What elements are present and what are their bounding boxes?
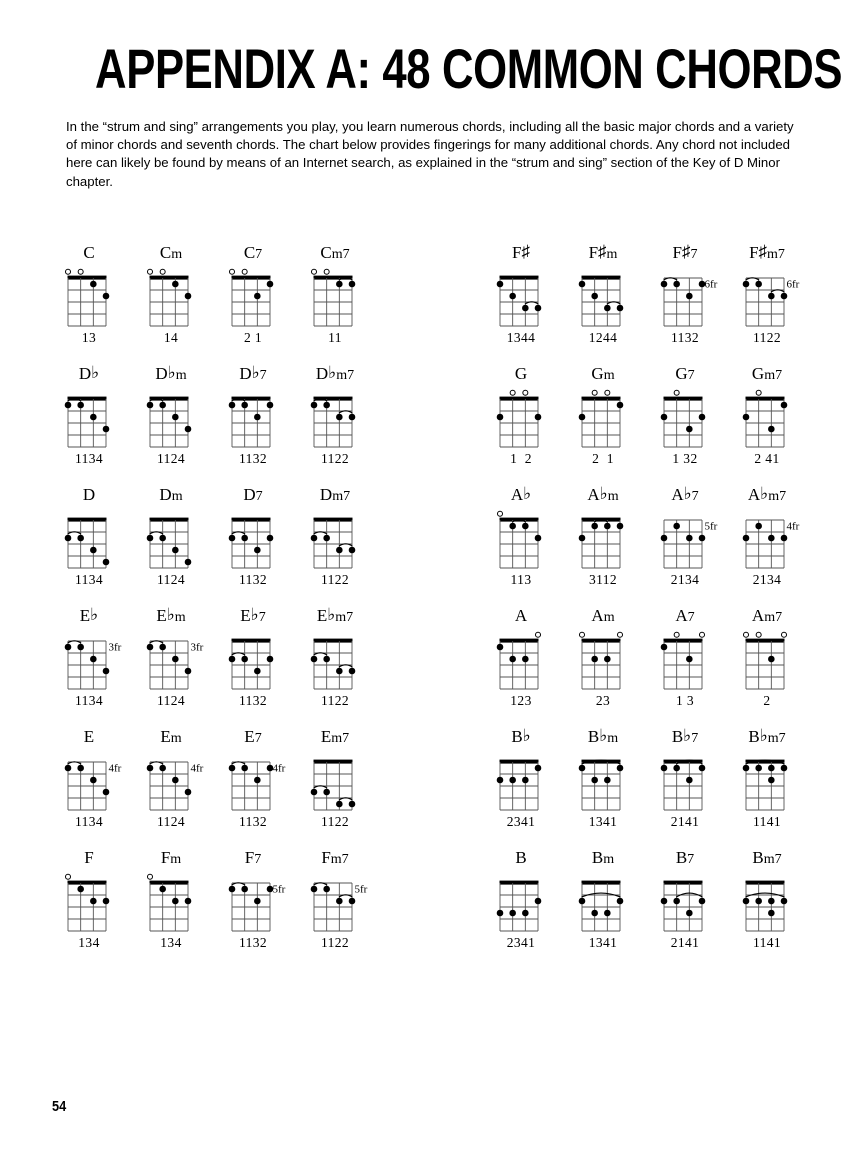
fingering-numbers: 1344 [506,330,536,345]
chord-suffix: m [174,610,186,625]
chord-suffix: m7 [763,852,782,867]
accidental-symbol: ♭ [328,363,337,382]
chord-diagram-wrap [642,748,728,814]
fingering-numbers: 2141 [670,935,700,950]
chord-diagram [560,869,646,935]
chord-name: F♯m7 [749,242,785,262]
chord-suffix: 7 [691,731,699,746]
chord-name: Cm7 [320,243,350,262]
chord-name: C [83,243,95,262]
chord-name: A♭ [510,484,532,504]
fingering-numbers: 14 [163,330,179,345]
chord-diagram [724,748,810,814]
chord-suffix: 7 [259,368,267,383]
chord-diagram [724,385,810,451]
accidental-symbol: ♭ [167,363,176,382]
chord-name: A♭7 [671,484,699,504]
chord-cell [642,727,728,830]
chord-suffix: 7 [687,610,695,625]
fret-position-label: 6fr [704,278,718,291]
fingering-numbers: 1132 [670,330,700,345]
chord-cell [642,606,728,709]
fingering-numbers: 2141 [670,814,700,829]
chord-diagram [642,385,728,451]
chord-cell [478,364,564,467]
chord-cell [724,485,810,588]
chord-name: F♯ [512,242,530,262]
chord-suffix: m7 [330,852,349,867]
chord-cell [642,848,728,951]
chord-diagram [560,385,646,451]
chord-diagram [560,264,646,330]
fret-position-label: 5fr [354,883,368,896]
chord-diagram-wrap [724,627,810,693]
fret-position-label: 4fr [786,520,800,533]
fret-position-label: 3fr [108,641,122,654]
chord-diagram [642,869,728,935]
chord-cell [560,243,646,346]
chord-name: E♭7 [240,605,266,625]
chord-diagram-wrap [478,264,564,330]
chord-suffix: 7 [687,368,695,383]
chord-name: Bm7 [752,848,782,867]
chord-name: Em [160,727,182,746]
chord-diagram [560,506,646,572]
fingering-numbers: 1122 [320,451,350,466]
fingering-numbers: 1122 [320,935,350,950]
chord-diagram-wrap [724,748,810,814]
accidental-symbol: ♭ [90,605,99,624]
chord-suffix: 7 [255,247,263,262]
chord-name: D7 [243,485,263,504]
chord-suffix: m7 [767,247,785,262]
chord-diagram-wrap [560,869,646,935]
fingering-numbers: 2134 [752,572,782,587]
chord-name: Em7 [320,727,350,746]
chord-name: Fm7 [321,848,349,867]
accidental-symbol: ♯ [521,242,530,261]
chord-diagram-wrap [642,627,728,693]
fingering-numbers: 1341 [588,935,618,950]
chord-name: F [84,848,94,867]
fret-position-label: 5fr [272,883,286,896]
page-title: APPENDIX A: 48 COMMON CHORDS [95,37,843,100]
chord-suffix: m [170,731,182,746]
chord-name: E♭m7 [316,605,354,625]
accidental-symbol: ♯ [758,242,768,261]
fingering-numbers: 3112 [588,572,618,587]
page-number: 54 [52,1098,67,1115]
chord-diagram-wrap [642,506,728,572]
accidental-symbol: ♭ [683,726,692,745]
chord-diagram [560,627,646,693]
chord-chart-right-column [0,243,864,969]
accidental-symbol: ♭ [327,605,336,624]
fingering-numbers: 1132 [238,451,268,466]
fingering-numbers: 2341 [506,814,536,829]
fingering-numbers: 1132 [238,814,268,829]
chord-cell [560,364,646,467]
chord-suffix: 7 [691,489,699,504]
fingering-numbers: 2 1 [243,330,263,345]
chord-diagram-wrap [560,385,646,451]
chord-diagram-wrap [478,748,564,814]
fingering-numbers: 1122 [320,693,350,708]
fingering-numbers: 23 [595,693,611,708]
fingering-numbers: 123 [510,693,532,708]
chord-diagram [560,748,646,814]
chord-diagram-wrap [560,506,646,572]
chord-name: B7 [675,848,695,867]
chord-suffix: m7 [332,489,351,504]
chord-name: E♭m [156,605,186,625]
accidental-symbol: ♭ [759,726,768,745]
fingering-numbers: 1122 [320,814,350,829]
chord-diagram-wrap [478,869,564,935]
fret-position-label: 4fr [190,762,204,775]
chord-name: B♭m [587,726,619,746]
chord-suffix: m [603,368,615,383]
chord-cell [724,364,810,467]
chord-cell [642,243,728,346]
chord-diagram-wrap [642,264,728,330]
chord-name: Am7 [751,606,783,625]
chord-name: E♭ [79,605,99,625]
chord-name: Gm7 [751,364,783,383]
fingering-numbers: 2341 [506,935,536,950]
chord-name: A7 [675,606,695,625]
fret-position-label: 4fr [272,762,286,775]
chord-diagram-wrap [560,748,646,814]
chord-cell [724,606,810,709]
chord-name: D♭7 [239,363,267,383]
chord-diagram [724,506,810,572]
chord-suffix: m7 [331,731,350,746]
fingering-numbers: 2 41 [754,451,780,466]
fingering-numbers: 1132 [238,693,268,708]
chord-name: D♭m [155,363,187,383]
chord-diagram-wrap [478,506,564,572]
accidental-symbol: ♭ [523,484,532,503]
fingering-numbers: 1141 [752,814,782,829]
chord-suffix: m7 [331,247,350,262]
chord-diagram-wrap [478,385,564,451]
chord-suffix: m7 [767,731,786,746]
accidental-symbol: ♯ [681,242,691,261]
chord-name: Am [591,606,615,625]
chord-suffix: m7 [335,610,354,625]
accidental-symbol: ♭ [166,605,175,624]
accidental-symbol: ♯ [598,242,607,261]
fingering-numbers: 134 [160,935,182,950]
chord-cell [724,727,810,830]
chord-name: F♯m [588,242,618,262]
fingering-numbers: 1341 [588,814,618,829]
chord-name: A♭m [587,484,619,504]
accidental-symbol: ♭ [522,726,531,745]
chord-suffix: 7 [687,852,695,867]
chord-diagram [478,385,564,451]
chord-suffix: 7 [258,610,266,625]
chord-suffix: m7 [764,368,783,383]
chord-name: D♭ [78,363,100,383]
chord-suffix: 7 [254,852,262,867]
chord-diagram-wrap [642,385,728,451]
chord-row [0,606,864,727]
chord-name: B♭ [511,726,531,746]
chord-cell [724,848,810,951]
fingering-numbers: 2134 [670,572,700,587]
chord-row [0,727,864,848]
chord-suffix: m [171,489,183,504]
chord-cell [478,606,564,709]
chord-suffix: m [607,489,619,504]
fret-position-label: 6fr [786,278,800,291]
fingering-numbers: 1134 [74,572,104,587]
chord-name: F♯7 [672,242,698,262]
chord-name: Fm [160,848,182,867]
fingering-numbers: 1 3 [675,693,695,708]
fret-position-label: 3fr [190,641,204,654]
accidental-symbol: ♭ [599,484,608,503]
chord-cell [724,243,810,346]
chord-name: A♭m7 [747,484,787,504]
chord-suffix: m [170,852,182,867]
fingering-numbers: 11 [328,330,342,345]
chord-suffix: 7 [690,247,698,262]
chord-cell [560,848,646,951]
chord-suffix: m7 [768,489,787,504]
chord-name: E7 [244,727,262,746]
chord-diagram-wrap [724,506,810,572]
chord-name: Cm [159,243,183,262]
fingering-numbers: 1124 [156,693,186,708]
chord-cell [478,727,564,830]
chord-suffix: 7 [255,489,263,504]
chord-suffix: m [603,852,615,867]
chord-name: B♭m7 [748,726,786,746]
chord-diagram-wrap [724,264,810,330]
chord-suffix: m [606,247,618,262]
fingering-numbers: 1134 [74,814,104,829]
fingering-numbers: 13 [81,330,97,345]
chord-name: A [514,606,528,625]
chord-row [0,485,864,606]
chord-diagram [478,748,564,814]
chord-diagram [724,869,810,935]
chord-name: B♭7 [671,726,699,746]
chord-name: E [83,727,95,746]
accidental-symbol: ♭ [683,484,692,503]
chord-diagram-wrap [724,385,810,451]
chord-cell [642,485,728,588]
fingering-numbers: 1134 [74,693,104,708]
chord-name: B [515,848,527,867]
chord-diagram [478,506,564,572]
chord-diagram [642,506,728,572]
chord-suffix: m [175,368,187,383]
intro-paragraph: In the “strum and sing” arrangements you play, you learn numerous chords, including all the basic major chords and a variety of minor chords and seventh chords. The chart below provides fingerings for many additional chords. Any chord not included here can likely be found by means of an Internet search, as explained in the “strum and sing” section of the Key of D Minor chapter. [66,119,794,189]
chord-cell [560,606,646,709]
chord-suffix: 7 [254,731,262,746]
chord-name: G7 [675,364,695,383]
fingering-numbers: 1122 [320,572,350,587]
chord-row [0,243,864,364]
fingering-numbers: 1132 [238,572,268,587]
fingering-numbers: 113 [510,572,532,587]
chord-diagram-wrap [560,627,646,693]
fingering-numbers: 1244 [588,330,618,345]
fingering-numbers: 1 32 [672,451,698,466]
fingering-numbers: 2 1 [592,451,614,466]
chord-row [0,364,864,485]
fingering-numbers: 1124 [156,572,186,587]
fingering-numbers: 2 [763,693,771,708]
chord-diagram [642,748,728,814]
chord-name: C7 [243,243,263,262]
chord-diagram [724,627,810,693]
chord-cell [478,485,564,588]
chord-diagram-wrap [642,869,728,935]
fingering-numbers: 1124 [156,814,186,829]
fret-position-label: 4fr [108,762,122,775]
chord-name: F7 [244,848,262,867]
fingering-numbers: 1122 [752,330,782,345]
chord-diagram-wrap [724,869,810,935]
chord-diagram [478,869,564,935]
chord-suffix: m [607,731,619,746]
chord-suffix: m [171,247,183,262]
chord-name: Bm [591,848,615,867]
chord-name: D [82,485,96,504]
chord-diagram-wrap [478,627,564,693]
accidental-symbol: ♭ [91,363,100,382]
chord-row [0,848,864,969]
fingering-numbers: 1141 [752,935,782,950]
chord-diagram-wrap [560,264,646,330]
chord-diagram [724,264,810,330]
chord-name: G [514,364,528,383]
fret-position-label: 5fr [704,520,718,533]
chord-cell [642,364,728,467]
chord-chart [0,243,864,969]
chord-suffix: m [603,610,615,625]
chord-name: Dm7 [319,485,351,504]
fingering-numbers: 1 2 [510,451,532,466]
chord-suffix: m7 [764,610,783,625]
accidental-symbol: ♭ [250,605,259,624]
chord-name: D♭m7 [315,363,355,383]
chord-cell [478,848,564,951]
chord-cell [560,485,646,588]
chord-name: Gm [591,364,615,383]
chord-diagram [478,264,564,330]
chord-suffix: m7 [336,368,355,383]
chord-diagram [478,627,564,693]
accidental-symbol: ♭ [599,726,608,745]
fingering-numbers: 1134 [74,451,104,466]
chord-cell [478,243,564,346]
accidental-symbol: ♭ [251,363,260,382]
chord-diagram [642,264,728,330]
fingering-numbers: 134 [78,935,100,950]
chord-diagram [642,627,728,693]
accidental-symbol: ♭ [760,484,769,503]
fingering-numbers: 1124 [156,451,186,466]
chord-cell [560,727,646,830]
chord-name: Dm [159,485,183,504]
fingering-numbers: 1132 [238,935,268,950]
